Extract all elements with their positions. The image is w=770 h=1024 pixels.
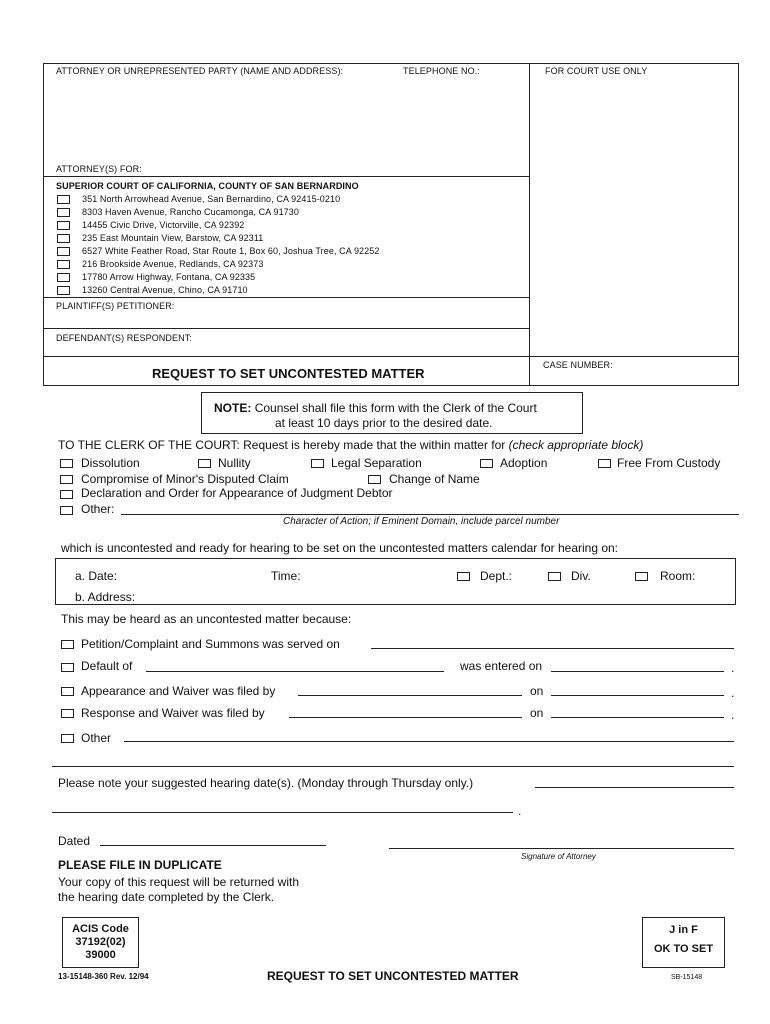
copy-returned-line1: Your copy of this request will be returned with bbox=[58, 875, 300, 889]
sb-number: SB-15148 bbox=[671, 974, 703, 981]
was-entered-on-label: was entered on bbox=[460, 659, 543, 673]
response-label: Response and Waiver was filed by bbox=[81, 706, 265, 720]
caption-divider bbox=[529, 63, 530, 386]
attorney-label: ATTORNEY OR UNREPRESENTED PARTY (NAME AND ADDRESS): bbox=[56, 66, 344, 76]
form-title: REQUEST TO SET UNCONTESTED MATTER bbox=[152, 366, 425, 381]
default-period: . bbox=[731, 661, 735, 675]
note-text-1: Counsel shall file this form with the Clerk of the Court bbox=[254, 401, 537, 415]
acis-code-value-2: 39000 bbox=[85, 949, 116, 961]
petition-label: Petition/Complaint and Summons was served on bbox=[81, 637, 340, 651]
suggested-period: . bbox=[518, 804, 522, 818]
date-label[interactable]: a. Date: bbox=[75, 569, 118, 583]
petition-served-line[interactable] bbox=[371, 648, 734, 649]
court-name: SUPERIOR COURT OF CALIFORNIA, COUNTY OF SAN BERNARDINO bbox=[56, 181, 359, 191]
address-checkbox[interactable] bbox=[57, 260, 70, 269]
address-item: 351 North Arrowhead Avenue, San Bernardino, CA 92415-0210 bbox=[82, 194, 341, 204]
free-from-custody-checkbox[interactable] bbox=[598, 459, 611, 468]
appearance-on-label: on bbox=[530, 684, 544, 698]
address-checkbox[interactable] bbox=[57, 208, 70, 217]
plaintiff-top-line bbox=[43, 297, 530, 298]
plaintiff-label[interactable]: PLAINTIFF(S) PETITIONER: bbox=[56, 301, 175, 311]
adoption-checkbox[interactable] bbox=[480, 459, 493, 468]
reasons-intro: This may be heard as an uncontested matter because: bbox=[61, 612, 352, 626]
address-label[interactable]: b. Address: bbox=[75, 590, 136, 604]
response-filed-by-line[interactable] bbox=[289, 717, 522, 718]
attorneys-for-label[interactable]: ATTORNEY(S) FOR: bbox=[56, 164, 142, 174]
clerk-intro-text: TO THE CLERK OF THE COURT: Request is hereby made that the within matter for bbox=[58, 438, 509, 452]
other-action-line[interactable] bbox=[121, 514, 739, 515]
other-action-checkbox[interactable] bbox=[60, 506, 73, 515]
ok-to-set-label: OK TO SET bbox=[653, 943, 714, 955]
court-top-line bbox=[43, 176, 530, 177]
note-label: NOTE: bbox=[214, 401, 252, 415]
address-item: 14455 Civic Drive, Victorville, CA 92392 bbox=[82, 220, 245, 230]
dept-checkbox[interactable] bbox=[457, 572, 470, 581]
default-of-label: Default of bbox=[81, 659, 133, 673]
response-on-line[interactable] bbox=[551, 717, 724, 718]
address-checkbox[interactable] bbox=[57, 221, 70, 230]
default-checkbox[interactable] bbox=[61, 663, 74, 672]
adoption-label: Adoption bbox=[500, 456, 548, 470]
file-duplicate-heading: PLEASE FILE IN DUPLICATE bbox=[58, 858, 222, 872]
acis-code-value-1: 37192(02) bbox=[75, 936, 126, 948]
clerk-intro-italic: (check appropriate block) bbox=[508, 438, 644, 452]
uncontested-text: which is uncontested and ready for hearing to be set on the uncontested matters calendar for hearing on: bbox=[61, 541, 619, 555]
address-item: 216 Brookside Avenue, Redlands, CA 92373 bbox=[82, 259, 264, 269]
dated-label: Dated bbox=[58, 834, 91, 848]
signature-caption: Signature of Attorney bbox=[521, 852, 596, 861]
address-item: 17780 Arrow Highway, Fontana, CA 92335 bbox=[82, 272, 256, 282]
div-checkbox[interactable] bbox=[548, 572, 561, 581]
clerk-intro bbox=[58, 438, 643, 452]
div-label: Div. bbox=[571, 569, 591, 583]
other-action-label: Other: bbox=[81, 502, 115, 516]
appearance-on-line[interactable] bbox=[551, 695, 724, 696]
room-checkbox[interactable] bbox=[635, 572, 648, 581]
address-checkbox[interactable] bbox=[57, 247, 70, 256]
other-reason-label: Other bbox=[81, 731, 112, 745]
address-item: 13260 Central Avenue, Chino, CA 91710 bbox=[82, 285, 248, 295]
dissolution-label: Dissolution bbox=[81, 456, 140, 470]
legal-separation-checkbox[interactable] bbox=[311, 459, 324, 468]
note-line2: at least 10 days prior to the desired date. bbox=[275, 416, 493, 430]
signature-line[interactable] bbox=[389, 848, 734, 849]
address-checkbox[interactable] bbox=[57, 273, 70, 282]
address-checkbox[interactable] bbox=[57, 234, 70, 243]
title-top-line bbox=[43, 356, 739, 357]
room-label: Room: bbox=[660, 569, 696, 583]
default-of-line[interactable] bbox=[146, 671, 444, 672]
jinf-label: J in F bbox=[669, 924, 698, 936]
default-entered-line[interactable] bbox=[551, 671, 724, 672]
hearing-box bbox=[55, 558, 736, 605]
defendant-label[interactable]: DEFENDANT(S) RESPONDENT: bbox=[56, 333, 192, 343]
acis-code-label: ACIS Code bbox=[72, 923, 129, 935]
appearance-label: Appearance and Waiver was filed by bbox=[81, 684, 276, 698]
dissolution-checkbox[interactable] bbox=[60, 459, 73, 468]
nullity-label: Nullity bbox=[218, 456, 251, 470]
telephone-label: TELEPHONE NO.: bbox=[403, 66, 480, 76]
other-reason-checkbox[interactable] bbox=[61, 734, 74, 743]
case-number-label[interactable]: CASE NUMBER: bbox=[543, 360, 613, 370]
character-caption: Character of Action; if Eminent Domain, include parcel number bbox=[283, 516, 560, 527]
response-checkbox[interactable] bbox=[61, 709, 74, 718]
address-checkbox[interactable] bbox=[57, 286, 70, 295]
dated-line[interactable] bbox=[100, 845, 326, 846]
note-line1 bbox=[214, 401, 537, 415]
suggested-dates-line-2[interactable] bbox=[52, 812, 513, 813]
address-checkbox[interactable] bbox=[57, 195, 70, 204]
time-label[interactable]: Time: bbox=[271, 569, 301, 583]
free-from-custody-label: Free From Custody bbox=[617, 456, 721, 470]
other-reason-line[interactable] bbox=[124, 741, 734, 742]
declaration-checkbox[interactable] bbox=[60, 490, 73, 499]
change-of-name-checkbox[interactable] bbox=[368, 475, 381, 484]
form-number: 13-15148-360 Rev. 12/94 bbox=[58, 972, 149, 981]
address-item: 235 East Mountain View, Barstow, CA 92311 bbox=[82, 233, 264, 243]
change-of-name-label: Change of Name bbox=[389, 472, 480, 486]
nullity-checkbox[interactable] bbox=[198, 459, 211, 468]
response-period: . bbox=[731, 708, 735, 722]
declaration-label: Declaration and Order for Appearance of Judgment Debtor bbox=[81, 486, 393, 500]
compromise-label: Compromise of Minor's Disputed Claim bbox=[81, 472, 289, 486]
defendant-top-line bbox=[43, 328, 530, 329]
address-item: 8303 Haven Avenue, Rancho Cucamonga, CA 91730 bbox=[82, 207, 299, 217]
copy-returned-line2: the hearing date completed by the Clerk. bbox=[58, 890, 275, 904]
appearance-period: . bbox=[731, 686, 735, 700]
dept-label: Dept.: bbox=[480, 569, 513, 583]
other-reason-line-2[interactable] bbox=[52, 766, 734, 767]
suggested-dates-line[interactable] bbox=[535, 787, 734, 788]
response-on-label: on bbox=[530, 706, 544, 720]
appearance-checkbox[interactable] bbox=[61, 687, 74, 696]
compromise-checkbox[interactable] bbox=[60, 475, 73, 484]
court-use-label: FOR COURT USE ONLY bbox=[545, 66, 648, 76]
footer-title: REQUEST TO SET UNCONTESTED MATTER bbox=[267, 969, 519, 983]
legal-separation-label: Legal Separation bbox=[331, 456, 422, 470]
address-item: 6527 White Feather Road, Star Route 1, Box 60, Joshua Tree, CA 92252 bbox=[82, 246, 380, 256]
suggested-dates-text: Please note your suggested hearing date(s). (Monday through Thursday only.) bbox=[58, 776, 474, 790]
appearance-filed-by-line[interactable] bbox=[298, 695, 522, 696]
petition-checkbox[interactable] bbox=[61, 640, 74, 649]
